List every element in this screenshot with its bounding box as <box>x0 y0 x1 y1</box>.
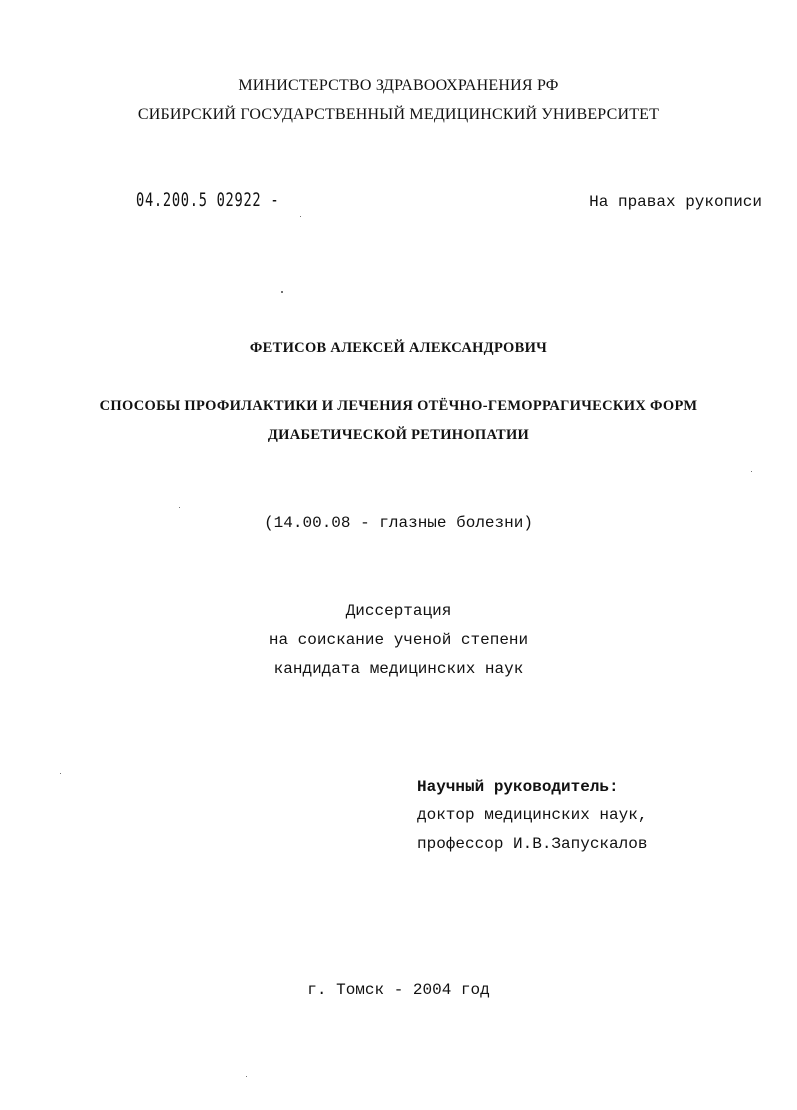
supervisor-heading: Научный руководитель: <box>417 778 619 796</box>
dissertation-title-line-2: ДИАБЕТИЧЕСКОЙ РЕТИНОПАТИИ <box>267 427 530 443</box>
specialty-code: (14.00.08 - глазные болезни) <box>264 514 533 532</box>
university-heading: СИБИРСКИЙ ГОСУДАРСТВЕННЫЙ МЕДИЦИНСКИЙ УНИВЕРСИТЕТ <box>137 106 660 123</box>
supervisor-degree: доктор медицинских наук, <box>417 806 648 824</box>
scan-speck <box>281 291 283 293</box>
dissertation-title-line-1: СПОСОБЫ ПРОФИЛАКТИКИ И ЛЕЧЕНИЯ ОТЁЧНО-ГЕМОРРАГИЧЕСКИХ ФОРМ <box>99 398 698 414</box>
scan-speck <box>179 507 180 508</box>
degree-line-2: на соискание ученой степени <box>268 631 529 649</box>
scan-speck <box>300 216 301 217</box>
supervisor-name: профессор И.В.Запускалов <box>417 835 648 853</box>
scan-speck <box>246 1076 247 1077</box>
ministry-heading: МИНИСТЕРСТВО ЗДРАВООХРАНЕНИЯ РФ <box>238 77 559 94</box>
scan-speck <box>751 471 752 472</box>
manuscript-rights-note: На правах рукописи <box>589 193 762 211</box>
degree-line-3: кандидата медицинских наук <box>273 660 524 678</box>
place-and-year: г. Томск - 2004 год <box>307 981 490 999</box>
degree-line-1: Диссертация <box>345 602 452 620</box>
scan-speck <box>60 773 61 774</box>
author-name: ФЕТИСОВ АЛЕКСЕЙ АЛЕКСАНДРОВИЧ <box>249 340 548 356</box>
registration-number: 04.200.5 02922 - <box>136 189 280 211</box>
